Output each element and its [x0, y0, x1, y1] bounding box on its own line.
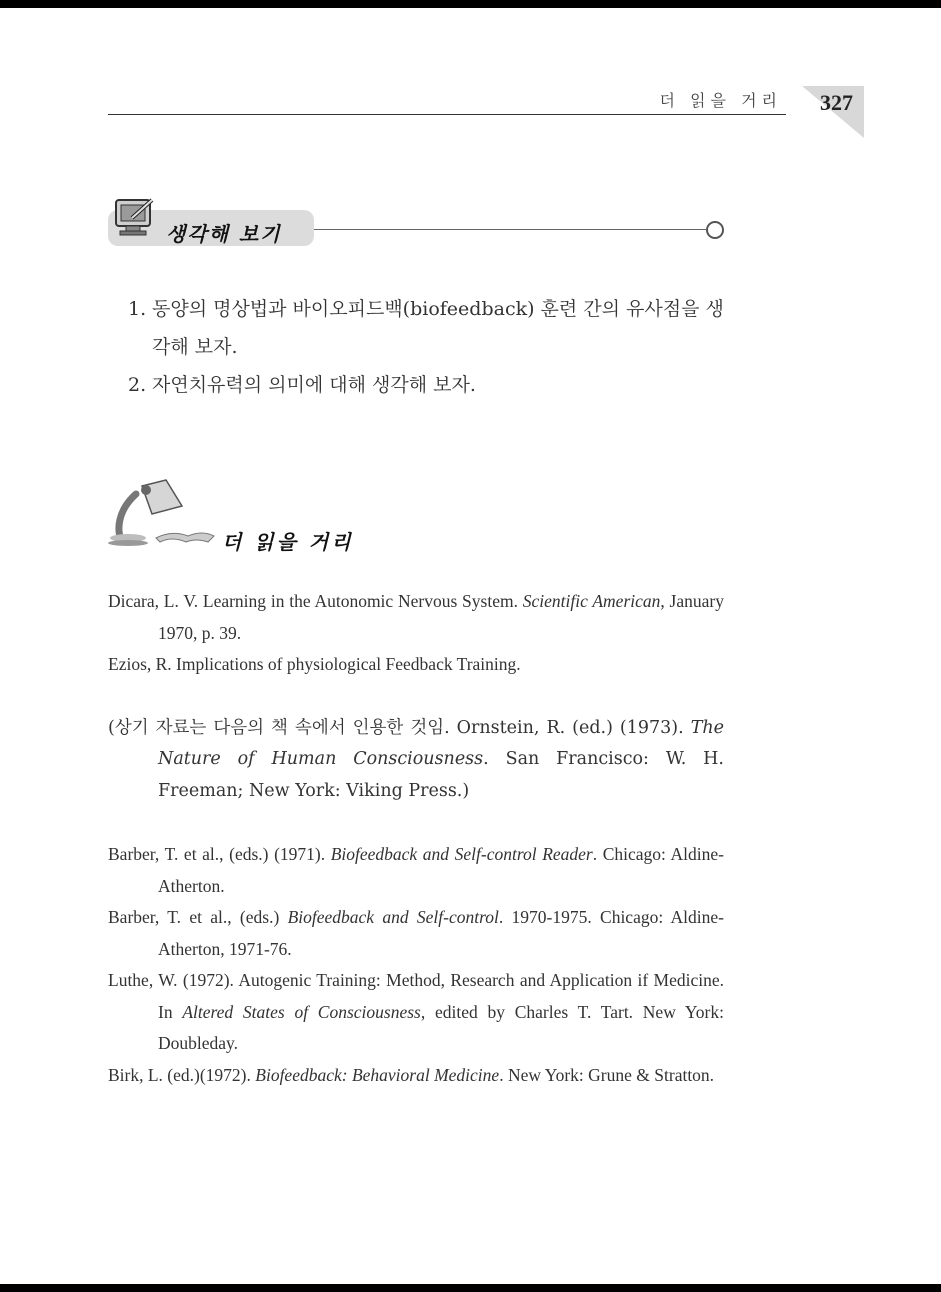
top-border — [0, 0, 941, 8]
ref-text: (상기 자료는 다음의 책 속에서 인용한 것임. Ornstein, R. (ed.) (1973). — [108, 717, 691, 738]
reference-note — [108, 713, 724, 808]
spacer — [108, 807, 724, 839]
reference-item — [108, 586, 724, 649]
reference-item — [108, 902, 724, 965]
ref-text: , January 1970, p. 39. — [158, 591, 724, 643]
ref-text: . New York: Grune & Stratton. — [499, 1064, 715, 1085]
reference-item — [108, 839, 724, 902]
bottom-border — [0, 1284, 941, 1292]
ref-text: Luthe, W. (1972). Autogenic Training: Method, Research and Application if Medicine. In — [108, 970, 724, 1022]
reference-list — [108, 586, 724, 1091]
ref-title: Biofeedback and Self-control Reader — [330, 844, 593, 864]
reference-item — [108, 649, 724, 681]
ref-text: . Chicago: Aldine-Atherton. — [158, 844, 724, 896]
reference-item — [108, 965, 724, 1060]
question-item — [128, 290, 728, 366]
computer-pencil-icon — [112, 196, 158, 240]
ref-text: . 1970-1975. Chicago: Aldine-Atherton, 1971-76. — [158, 907, 724, 959]
running-header — [108, 86, 786, 115]
ref-text: Barber, T. et al., (eds.) — [108, 907, 288, 927]
ref-text: . San Francisco: W. H. Freeman; New York: Viking Press.) — [158, 749, 724, 801]
ref-title: The Nature of Human Consciousness — [158, 717, 724, 769]
ref-text: Dicara, L. V. Learning in the Autonomic Nervous System. — [108, 591, 523, 611]
ref-text: , edited by Charles T. Tart. New York: Doubleday. — [158, 1001, 724, 1053]
reading-section-header — [108, 476, 388, 560]
ref-text: Ezios, R. Implications of physiological Feedback Training. — [108, 654, 521, 674]
question-text: 자연치유력의 의미에 대해 생각해 보자. — [152, 374, 476, 396]
reference-item — [108, 1060, 724, 1092]
desk-lamp-book-icon — [108, 476, 218, 550]
page-number: 327 — [820, 90, 853, 115]
question-item — [128, 366, 728, 404]
ref-text: Birk, L. (ed.)(1972). — [108, 1064, 256, 1085]
ref-title: Biofeedback and Self-control — [287, 907, 499, 927]
think-line-end-circle — [706, 221, 724, 239]
think-section-header — [108, 196, 728, 252]
think-questions — [128, 290, 728, 404]
ref-title: Scientific American — [522, 591, 661, 611]
spacer — [108, 681, 724, 713]
ref-title: Altered States of Consciousness — [182, 1001, 421, 1022]
think-heading: 생각해 보기 — [166, 222, 282, 246]
running-title: 더 읽을 거리 — [659, 91, 782, 110]
question-text: 동양의 명상법과 바이오피드백(biofeedback) 훈련 간의 유사점을 생각해 보자. — [152, 298, 724, 358]
think-divider-line — [314, 229, 706, 230]
ref-text: Barber, T. et al., (eds.) (1971). — [108, 844, 331, 864]
question-number: 1. — [128, 298, 147, 320]
ref-title: Biofeedback: Behavioral Medicine — [255, 1064, 500, 1085]
question-number: 2. — [128, 374, 147, 396]
reading-heading: 더 읽을 거리 — [222, 530, 354, 554]
